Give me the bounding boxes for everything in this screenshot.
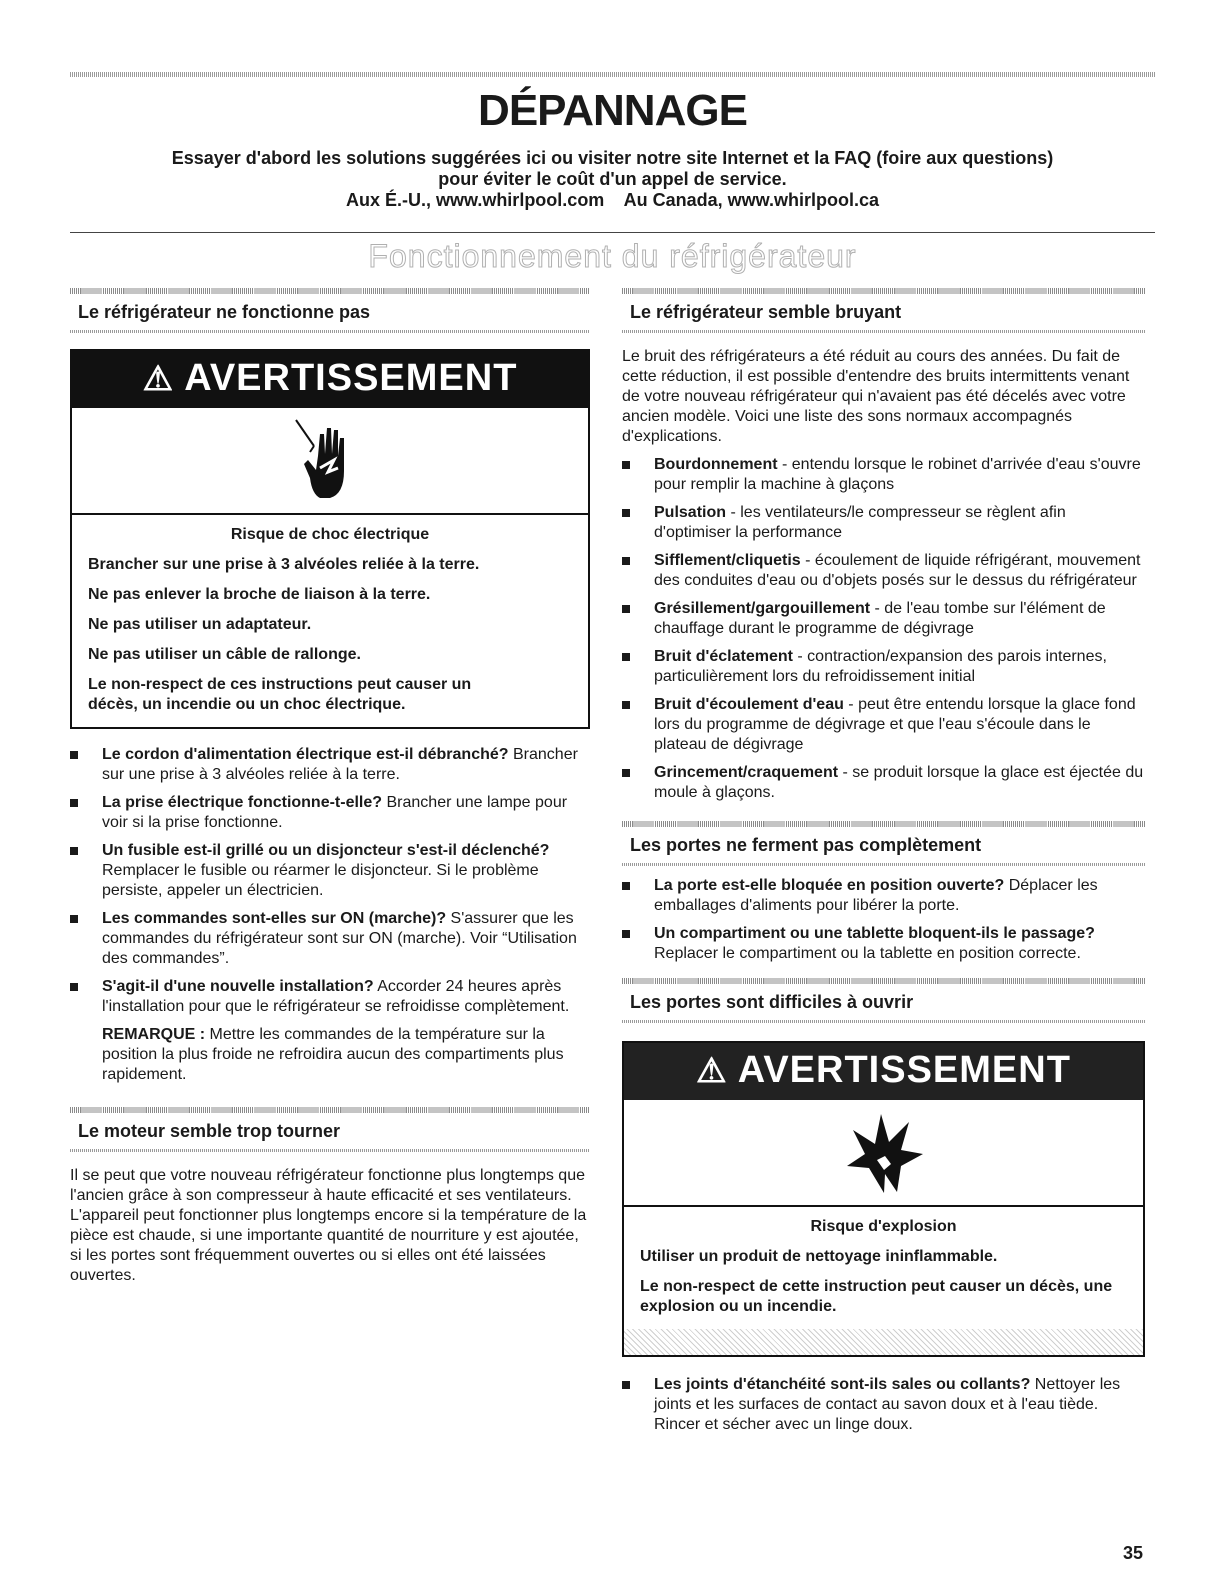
section-rule [70, 232, 1155, 233]
doors-close-list [622, 876, 1145, 964]
explosion-icon [624, 1100, 1143, 1207]
warning-triangle-icon: ⚠ [142, 360, 175, 398]
list-item: Bourdonnement - entendu lorsque le robinet d'arrivée d'eau s'ouvre pour remplir la machine à glaçons [622, 455, 1145, 495]
noise-list [622, 455, 1145, 803]
intro-text: Essayer d'abord les solutions suggérées ici ou visiter notre site Internet et la FAQ (foire aux questions) pour éviter le coût d'un appel de service. Aux É.-U., www.whirlpool.com Au Canada, www.whirlpool.ca [171, 148, 1054, 210]
list-item: S'agit-il d'une nouvelle installation? Accorder 24 heures après l'installation pour que le réfrigérateur se refroidisse complètement. [70, 977, 590, 1017]
warning-heading: ⚠ AVERTISSEMENT [72, 351, 588, 408]
section-title: Fonctionnement du réfrigérateur [368, 238, 857, 274]
list-item: Le cordon d'alimentation électrique est-il débranché? Brancher sur une prise à 3 alvéoles reliée à la terre. [70, 745, 590, 785]
list-item: Grincement/craquement - se produit lorsque la glace est éjectée du moule à glaçons. [622, 763, 1145, 803]
warning-box-explosion [622, 1041, 1145, 1357]
warning-line: Le non-respect de cette instruction peut causer un décès, une explosion ou un incendie. [640, 1278, 1113, 1315]
list-item: Les joints d'étanchéité sont-ils sales ou collants? Nettoyer les joints et les surfaces de contact au savon doux et à l'eau tiède. Rincer et sécher avec un linge doux. [622, 1375, 1145, 1435]
list-item: Les commandes sont-elles sur ON (marche)? S'assurer que les commandes du réfrigérateur sont sur ON (marche). Voir “Utilisation des commandes”. [70, 909, 590, 969]
list-item: La prise électrique fonctionne-t-elle? Brancher une lampe pour voir si la prise fonctionne. [70, 793, 590, 833]
warning-line: Ne pas utiliser un câble de rallonge. [88, 646, 361, 663]
list-item: Bruit d'écoulement d'eau - peut être entendu lorsque la glace fond lors du programme de dégivrage et que l'eau s'écoule dans le plateau de dégivrage [622, 695, 1145, 755]
doors-open-list [622, 1375, 1145, 1435]
list-item: Un compartiment ou une tablette bloquent-ils le passage? Replacer le compartiment ou la tablette en position correcte. [622, 924, 1145, 964]
warning-risk: Risque de choc électrique [230, 526, 430, 543]
warning-line: Brancher sur une prise à 3 alvéoles reliée à la terre. [88, 556, 480, 573]
list-item: Sifflement/cliquetis - écoulement de liquide réfrigérant, mouvement des conduites d'eau ou d'objets posés sur le dessus du réfrigérateur [622, 551, 1145, 591]
warning-triangle-icon: ⚠ [696, 1052, 728, 1090]
warning-heading: ⚠ AVERTISSEMENT [624, 1043, 1143, 1100]
list-item: Bruit d'éclatement - contraction/expansion des parois internes, particulièrement lors du refroidissement initial [622, 647, 1145, 687]
page-title: DÉPANNAGE [478, 86, 747, 135]
left-column [70, 288, 590, 1286]
note: REMARQUE : Mettre les commandes de la température sur la position la plus froide ne refroidira aucun des compartiments plus rapidement. [102, 1026, 564, 1083]
heading-not-working: Le réfrigérateur ne fonctionne pas [70, 288, 590, 329]
top-divider [70, 72, 1155, 77]
heading-doors-close: Les portes ne ferment pas complètement [622, 821, 1145, 862]
page-number: 35 [1122, 1543, 1143, 1563]
warning-line: Ne pas enlever la broche de liaison à la terre. [88, 586, 431, 603]
heading-doors-open: Les portes sont difficiles à ouvrir [622, 978, 1145, 1019]
heading-noisy: Le réfrigérateur semble bruyant [622, 288, 1145, 329]
electric-shock-hand-icon [72, 408, 588, 515]
noise-intro: Le bruit des réfrigérateurs a été réduit au cours des années. Du fait de cette réduction, il est possible d'entendre des bruits intermittents venant de votre nouveau réfrigérateur qui n'avaient pas été décelés avec votre ancien modèle. Voici une liste des sons normaux accompagnés d'explications. [622, 348, 1130, 445]
warning-risk: Risque d'explosion [810, 1218, 957, 1235]
list-item: Pulsation - les ventilateurs/le compresseur se règlent afin d'optimiser la performance [622, 503, 1145, 543]
motor-paragraph: Il se peut que votre nouveau réfrigérateur fonctionne plus longtemps que l'ancien grâce à son compresseur à haute efficacité et ses ventilateurs. L'appareil peut fonctionner plus longtemps encore si la température de la pièce est chaude, si une importante quantité de nourriture y est ajoutée, si les portes sont fréquemment ouvertes ou si elles ont été laissées ouvertes. [70, 1167, 587, 1284]
heading-motor: Le moteur semble trop tourner [70, 1107, 590, 1148]
not-working-list [70, 745, 590, 1017]
list-item: Un fusible est-il grillé ou un disjoncteur s'est-il déclenché? Remplacer le fusible ou réarmer le disjoncteur. Si le problème persiste, appeler un électricien. [70, 841, 590, 901]
list-item: La porte est-elle bloquée en position ouverte? Déplacer les emballages d'aliments pour libérer la porte. [622, 876, 1145, 916]
right-column [622, 288, 1145, 1443]
warning-line: Le non-respect de ces instructions peut causer un décès, un incendie ou un choc électrique. [88, 676, 472, 713]
warning-line: Ne pas utiliser un adaptateur. [88, 616, 312, 633]
warning-line: Utiliser un produit de nettoyage ininflammable. [640, 1248, 998, 1265]
warning-box-shock [70, 349, 590, 729]
list-item: Grésillement/gargouillement - de l'eau tombe sur l'élément de chauffage durant le programme de dégivrage [622, 599, 1145, 639]
